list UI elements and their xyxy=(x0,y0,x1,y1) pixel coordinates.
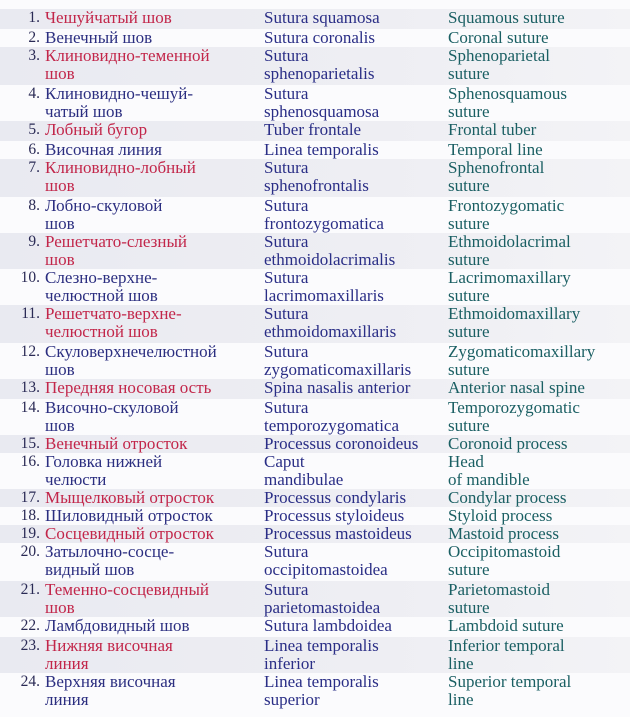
english-term: Superior temporal line xyxy=(448,672,572,709)
latin-term: Sutura zygomaticomaxillaris xyxy=(264,342,412,379)
russian-term: Головка нижней челюсти xyxy=(45,452,163,489)
table-row xyxy=(0,85,630,121)
russian-term: Решетчато-слезный шов xyxy=(45,232,187,269)
row-number: 12. xyxy=(20,343,40,360)
english-term: Frontozygomatic suture xyxy=(448,196,565,233)
row-number: 21. xyxy=(20,581,40,598)
row-number: 6. xyxy=(28,141,40,158)
english-term: Inferior temporal line xyxy=(448,636,565,673)
latin-term: Processus coronoideus xyxy=(264,434,419,453)
latin-term: Sutura sphenosquamosa xyxy=(264,84,380,121)
english-term: Lacrimomaxillary suture xyxy=(448,268,571,305)
row-number: 18. xyxy=(20,507,40,524)
english-term: Sphenoparietal suture xyxy=(448,46,550,83)
table-row xyxy=(0,507,630,525)
russian-term: Передняя носовая ость xyxy=(45,378,212,397)
russian-term: Скуловерхнечелюстной шов xyxy=(45,342,217,379)
russian-term: Ламбдовидный шов xyxy=(45,616,190,635)
row-number: 15. xyxy=(20,435,40,452)
english-term: Mastoid process xyxy=(448,524,559,543)
russian-term: Решетчато-верхне- челюстной шов xyxy=(45,304,182,341)
latin-term: Sutura occipitomastoidea xyxy=(264,542,388,579)
english-term: Parietomastoid suture xyxy=(448,580,550,617)
latin-term: Processus mastoideus xyxy=(264,524,412,543)
latin-term: Sutura parietomastoidea xyxy=(264,580,381,617)
table-row xyxy=(0,197,630,233)
russian-term: Мыщелковый отросток xyxy=(45,488,215,507)
english-term: Temporal line xyxy=(448,140,543,159)
table-row xyxy=(0,637,630,673)
row-number: 16. xyxy=(20,453,40,470)
row-number: 13. xyxy=(20,379,40,396)
latin-term: Spina nasalis anterior xyxy=(264,378,411,397)
row-number: 5. xyxy=(28,121,40,138)
row-number: 23. xyxy=(20,637,40,654)
russian-term: Лобный бугор xyxy=(45,120,148,139)
table-row xyxy=(0,435,630,453)
table-row xyxy=(0,141,630,159)
latin-term: Sutura lambdoidea xyxy=(264,616,392,635)
russian-term: Височная линия xyxy=(45,140,162,159)
english-term: Frontal tuber xyxy=(448,120,537,139)
english-term: Sphenosquamous suture xyxy=(448,84,567,121)
english-term: Head of mandible xyxy=(448,452,530,489)
russian-term: Верхняя височная линия xyxy=(45,672,176,709)
row-number: 19. xyxy=(20,525,40,542)
table-row xyxy=(0,159,630,197)
latin-term: Sutura ethmoidolacrimalis xyxy=(264,232,396,269)
english-term: Lambdoid suture xyxy=(448,616,564,635)
english-term: Anterior nasal spine xyxy=(448,378,585,397)
english-term: Sphenofrontal suture xyxy=(448,158,545,195)
latin-term: Processus condylaris xyxy=(264,488,407,507)
latin-term: Linea temporalis superior xyxy=(264,672,379,709)
latin-term: Sutura temporozygomatica xyxy=(264,398,400,435)
english-term: Occipitomastoid suture xyxy=(448,542,561,579)
english-term: Zygomaticomaxillary suture xyxy=(448,342,596,379)
row-number: 10. xyxy=(20,269,40,286)
row-number: 11. xyxy=(21,305,40,322)
russian-term: Височно-скуловой шов xyxy=(45,398,179,435)
latin-term: Sutura sphenoparietalis xyxy=(264,46,375,83)
english-term: Styloid process xyxy=(448,506,553,525)
latin-term: Sutura coronalis xyxy=(264,28,375,47)
russian-term: Теменно-сосцевидный шов xyxy=(45,580,209,617)
row-number: 8. xyxy=(28,197,40,214)
row-number: 4. xyxy=(28,85,40,102)
english-term: Condylar process xyxy=(448,488,567,507)
row-number: 20. xyxy=(20,543,40,560)
row-number: 22. xyxy=(20,617,40,634)
russian-term: Венечный шов xyxy=(45,28,153,47)
english-term: Ethmoidomaxillary suture xyxy=(448,304,581,341)
russian-term: Клиновидно-чешуй- чатый шов xyxy=(45,84,193,121)
english-term: Coronoid process xyxy=(448,434,568,453)
english-term: Squamous suture xyxy=(448,8,565,27)
table-row xyxy=(0,453,630,489)
table-row xyxy=(0,233,630,269)
row-number: 17. xyxy=(20,489,40,506)
row-number: 1. xyxy=(28,9,40,26)
russian-term: Затылочно-сосце- видный шов xyxy=(45,542,175,579)
row-number: 14. xyxy=(20,399,40,416)
latin-term: Linea temporalis inferior xyxy=(264,636,379,673)
russian-term: Клиновидно-теменной шов xyxy=(45,46,210,83)
latin-term: Tuber frontale xyxy=(264,120,362,139)
row-number: 24. xyxy=(20,673,40,690)
latin-term: Sutura squamosa xyxy=(264,8,380,27)
russian-term: Чешуйчатый шов xyxy=(45,8,172,27)
russian-term: Венечный отросток xyxy=(45,434,188,453)
table-row xyxy=(0,121,630,141)
latin-term: Sutura ethmoidomaxillaris xyxy=(264,304,397,341)
russian-term: Сосцевидный отросток xyxy=(45,524,214,543)
table-row xyxy=(0,47,630,85)
row-number: 9. xyxy=(28,233,40,250)
russian-term: Клиновидно-лобный шов xyxy=(45,158,196,195)
english-term: Temporozygomatic suture xyxy=(448,398,580,435)
english-term: Coronal suture xyxy=(448,28,549,47)
row-number: 7. xyxy=(28,159,40,176)
russian-term: Лобно-скуловой шов xyxy=(45,196,163,233)
row-number: 3. xyxy=(28,47,40,64)
table-row xyxy=(0,489,630,507)
russian-term: Шиловидный отросток xyxy=(45,506,213,525)
table-row xyxy=(0,525,630,543)
table-row xyxy=(0,269,630,305)
table-row xyxy=(0,581,630,617)
table-row xyxy=(0,305,630,343)
table-row xyxy=(0,399,630,435)
table-row xyxy=(0,29,630,47)
row-number: 2. xyxy=(28,29,40,46)
table-row xyxy=(0,379,630,399)
latin-term: Sutura lacrimomaxillaris xyxy=(264,268,384,305)
latin-term: Linea temporalis xyxy=(264,140,379,159)
latin-term: Caput mandibulae xyxy=(264,452,344,489)
table-row xyxy=(0,9,630,29)
table-row xyxy=(0,617,630,637)
russian-term: Нижняя височная линия xyxy=(45,636,173,673)
english-term: Ethmoidolacrimal suture xyxy=(448,232,571,269)
latin-term: Sutura sphenofrontalis xyxy=(264,158,369,195)
table-row xyxy=(0,343,630,379)
latin-term: Processus styloideus xyxy=(264,506,405,525)
russian-term: Слезно-верхне- челюстной шов xyxy=(45,268,158,305)
table-row xyxy=(0,543,630,581)
table-row xyxy=(0,673,630,709)
latin-term: Sutura frontozygomatica xyxy=(264,196,384,233)
